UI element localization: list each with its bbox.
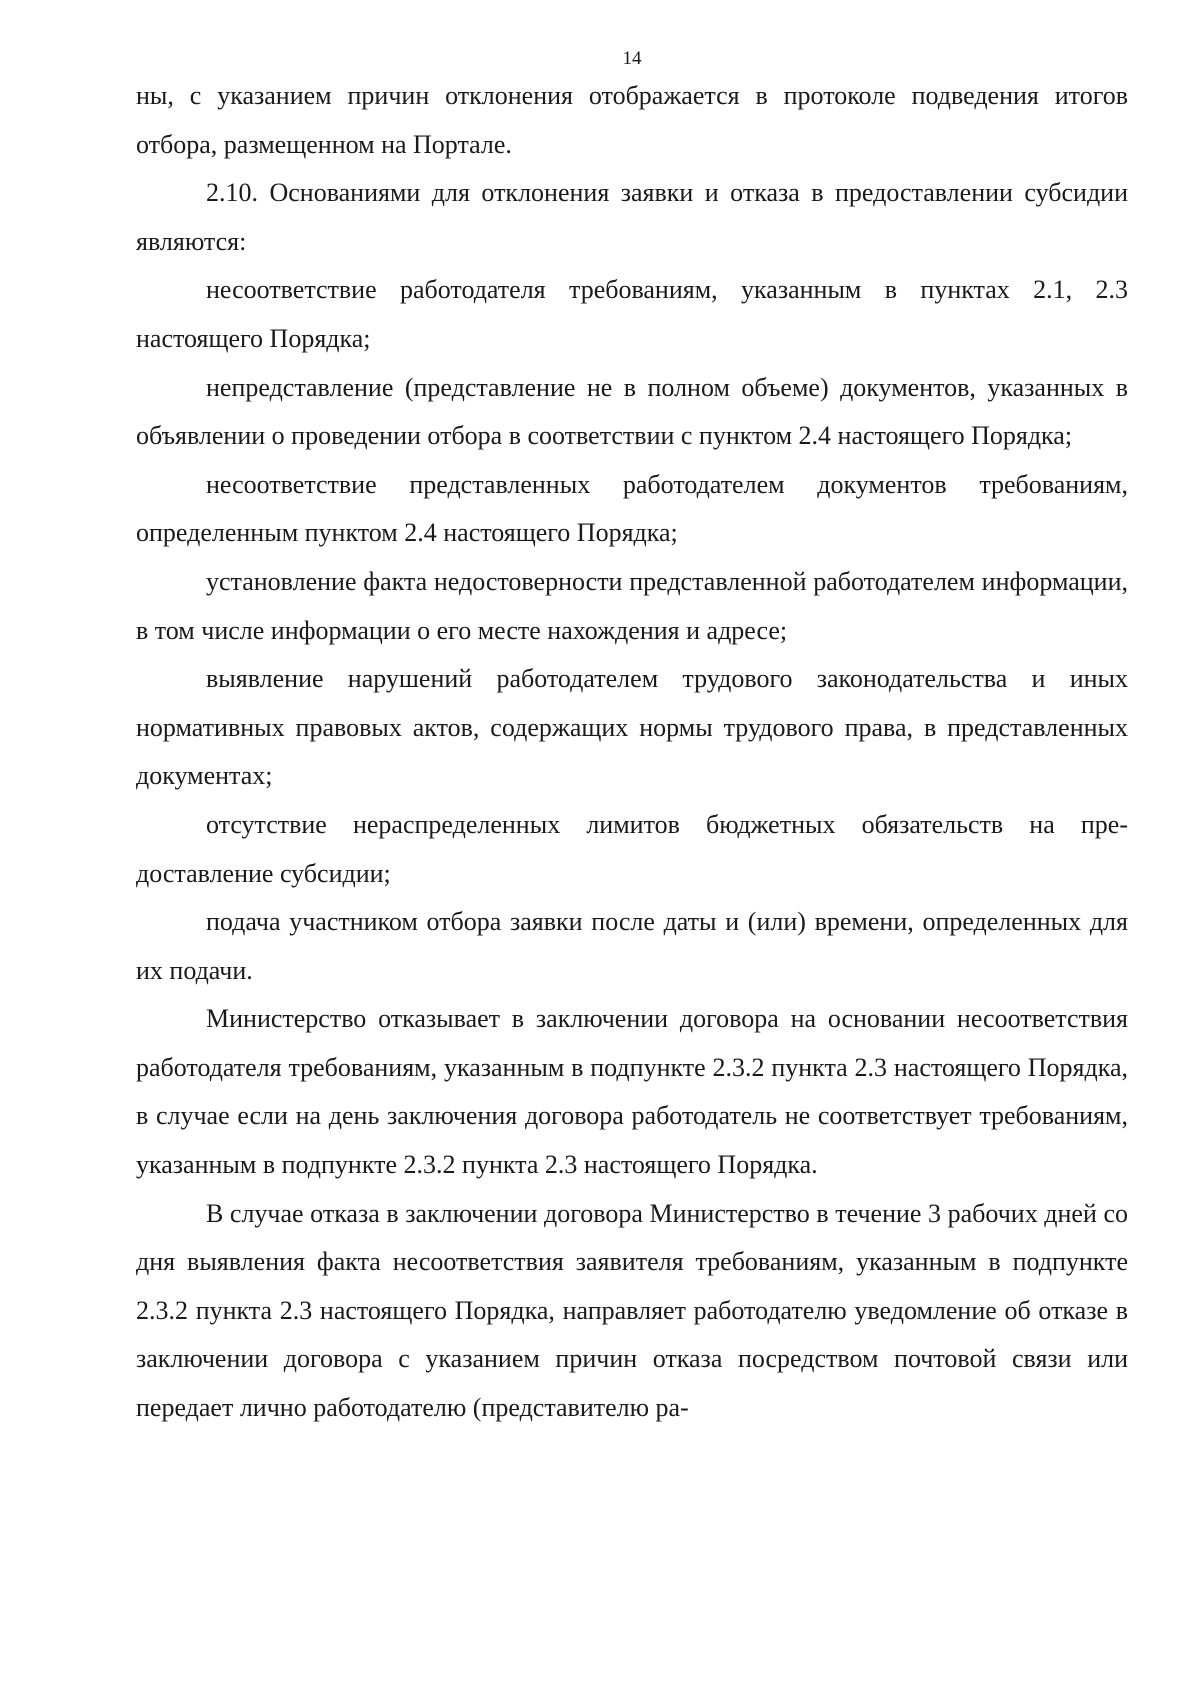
- paragraph-ground-4: установление факта недостоверности представленной работодателем информации, в том числе информации о его месте нахождения и адресе;: [136, 566, 1128, 645]
- paragraph-ground-1: несоответствие работодателя требованиям, указанным в пунктах 2.1, 2.3 настоящего Порядка;: [136, 275, 1128, 353]
- paragraph-ground-2: непредставление (представление не в полном объеме) документов, указанных в объявлении о проведении отбора в соответствии с пунктом 2.4 настоящего Порядка;: [136, 372, 1128, 451]
- body-text: [136, 72, 1128, 1433]
- paragraph-ground-3: несоответствие представленных работодателем документов требованиям, определенным пунктом 2.4 настоящего Порядка;: [136, 469, 1128, 548]
- paragraph-continuation: ны, с указанием причин отклонения отображается в протоколе подведения итогов отбора, размещенном на Портале.: [136, 81, 1128, 159]
- paragraph-ministry-refusal: Министерство отказывает в заключении договора на основании несоответствия работодателя требованиям, указанным в подпункте 2.3.2 пункта 2.3 настоящего Порядка, в случае если на день заключения договора работодатель не соответствует требованиям, указанным в подпункте 2.3.2 пункта 2.3 настоящего Порядка.: [136, 1004, 1128, 1180]
- paragraph-ground-7: подача участником отбора заявки после даты и (или) времени, определенных для их подачи.: [136, 907, 1128, 985]
- paragraph-refusal-notice: В случае отказа в заключении договора Министерство в течение 3 рабочих дней со дня выявления факта несоответствия заявителя требованиям, указанным в подпункте 2.3.2 пункта 2.3 настоящего Порядка, направляет работодателю уведомление об отказе в заключении договора с указанием причин отказа посредством почтовой связи или передает лично работодателю (представителю ра-: [136, 1198, 1128, 1423]
- paragraph-section-2-10: 2.10. Основаниями для отклонения заявки и отказа в предоставлении субсидии являются:: [136, 178, 1128, 256]
- paragraph-ground-6: отсутствие нераспределенных лимитов бюджетных обязательств на предоставление субсидии;: [136, 809, 1128, 888]
- paragraph-ground-5: выявление нарушений работодателем трудового законодательства и иных нормативных правовых актов, содержащих нормы трудового права, в представленных документах;: [136, 664, 1128, 791]
- page-number: 14: [622, 48, 642, 69]
